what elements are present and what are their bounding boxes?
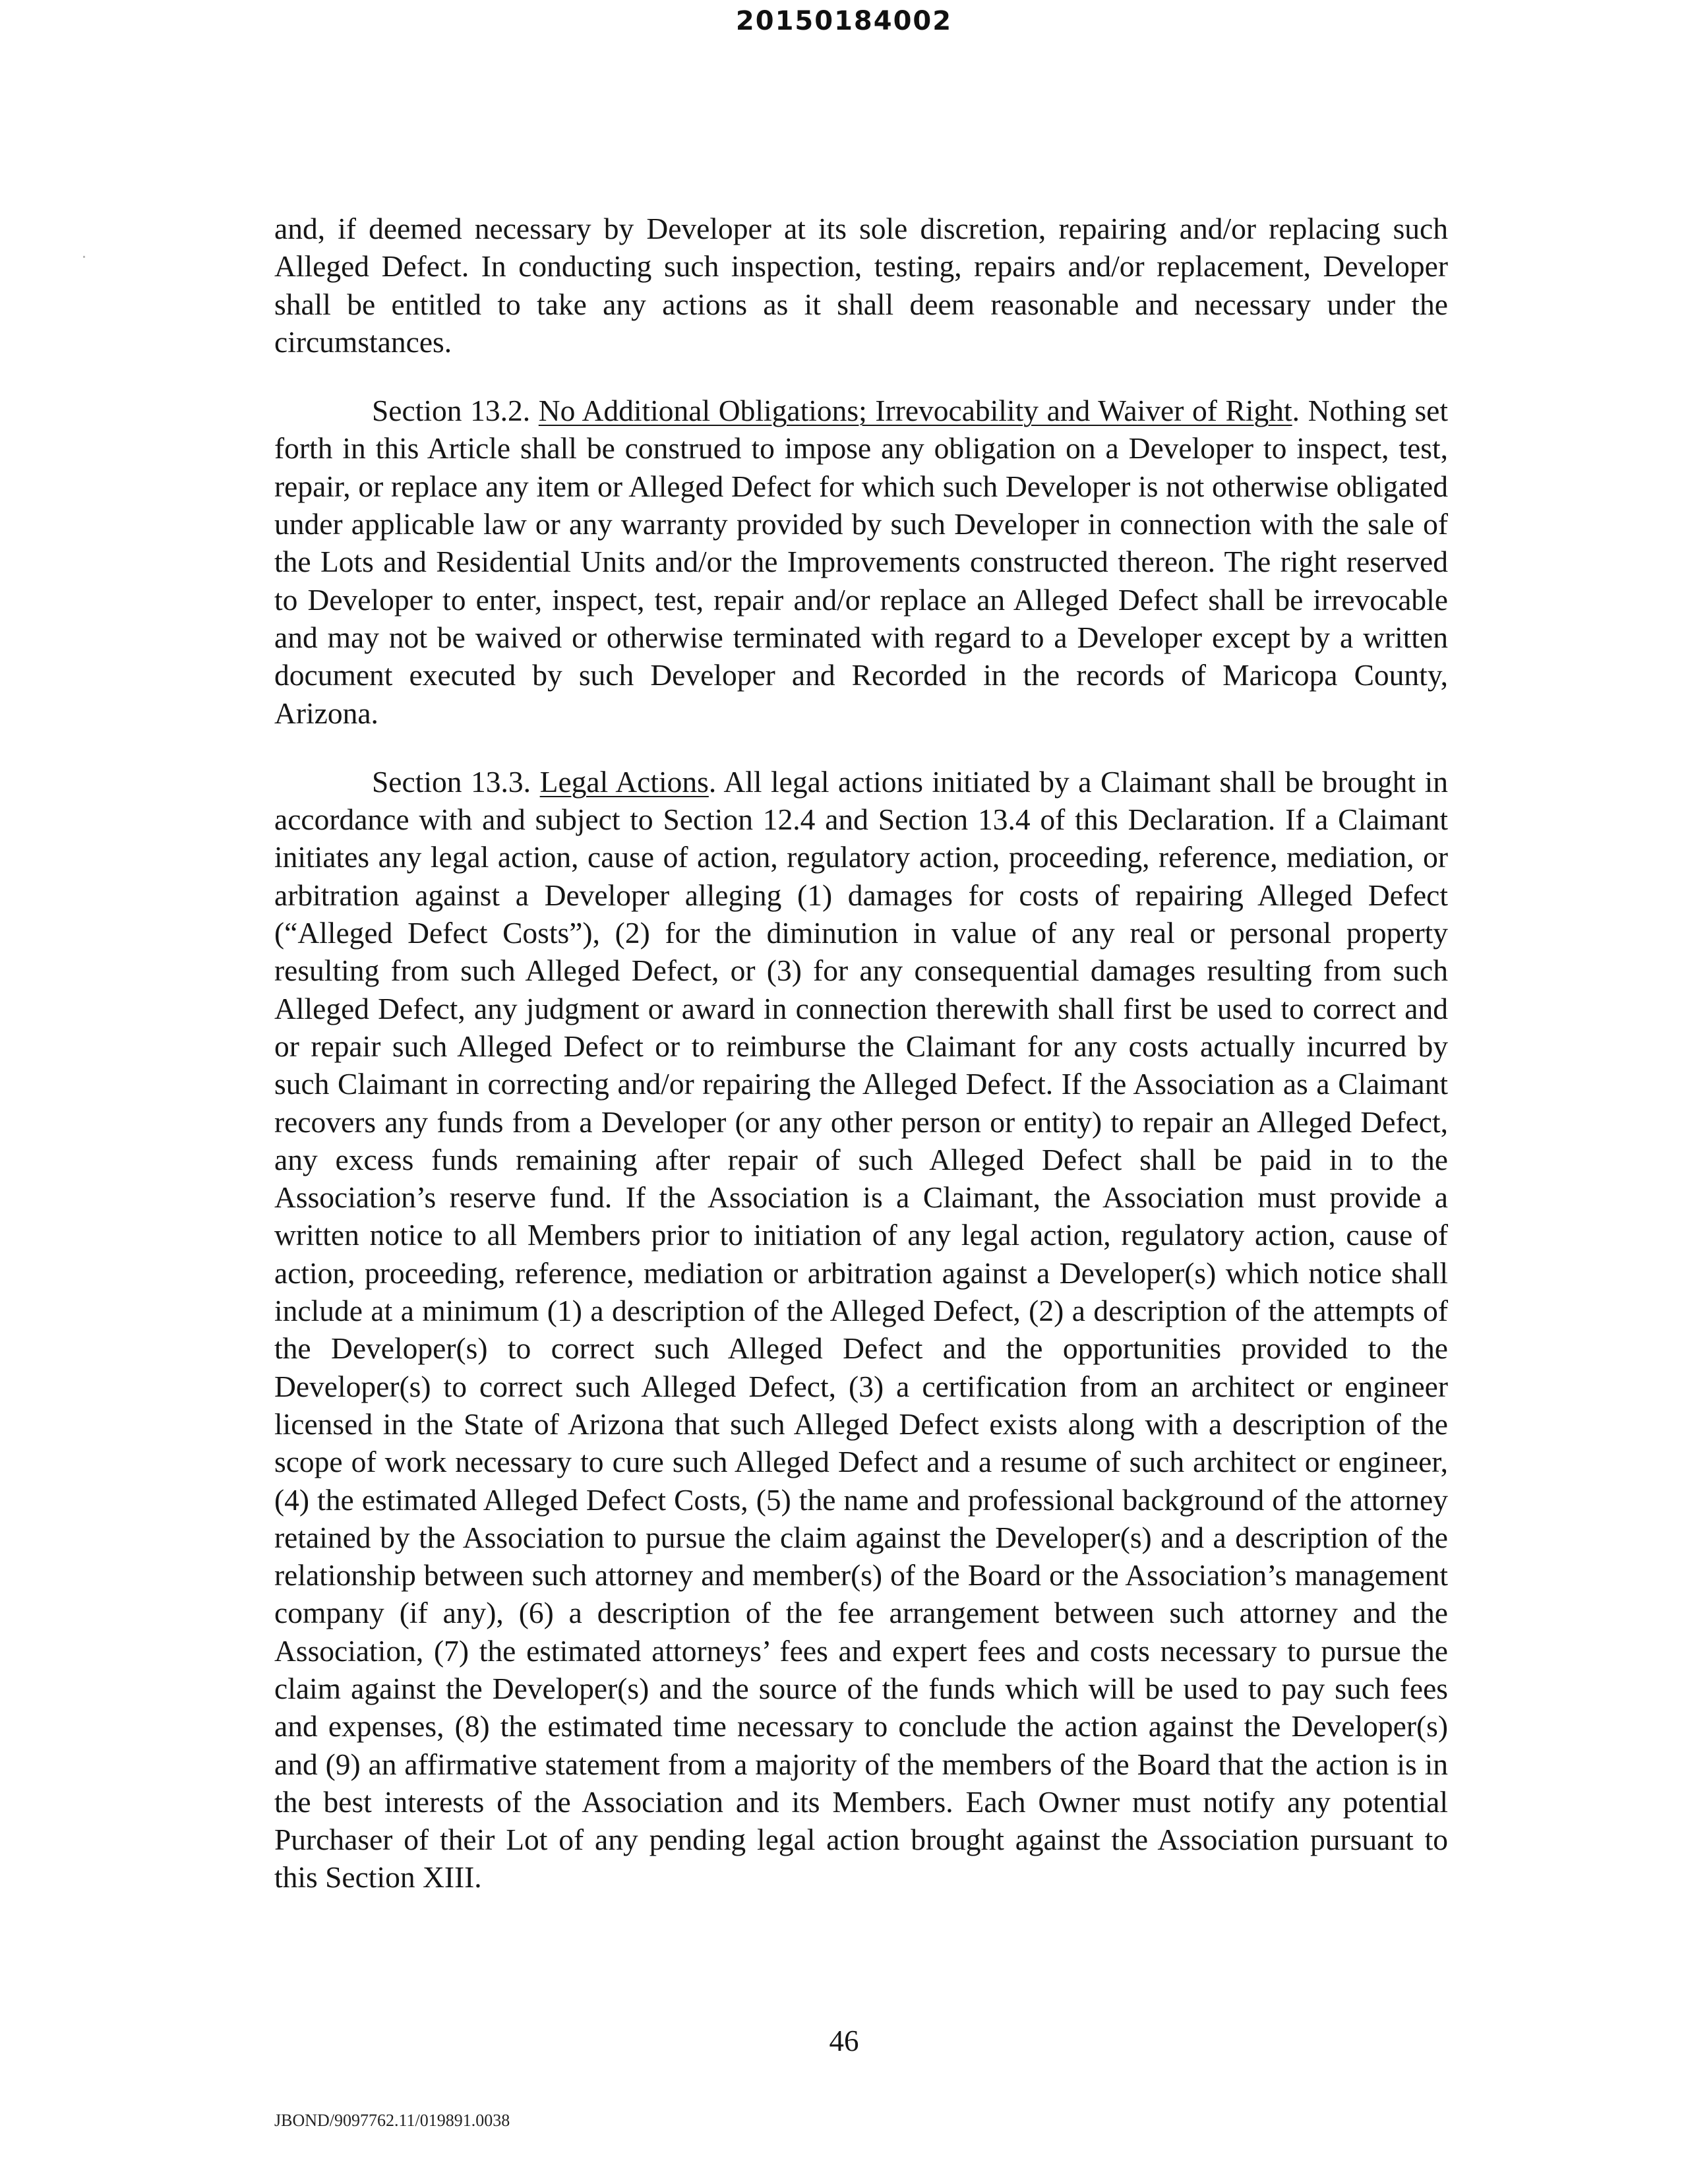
section-13-2-text: Nothing set forth in this Article shall be construed to impose any obligation on a Developer to inspect, test, repair, or replace any item or Alleged Defect for which such Developer is not otherwise obligated under applicable law or any warranty provided by such Developer in connection with the sale of the Lots and Residential Units and/or the Improvements constructed thereon. The right reserved to Developer to enter, inspect, test, repair and/or replace an Alleged Defect shall be irrevocable and may not be waived or otherwise terminated with regard to a Developer except by a written document executed by such Developer and Recorded in the records of Maricopa County, Arizona. xyxy=(274,394,1449,730)
section-13-3-text: All legal actions initiated by a Claimant shall be brought in accordance with and subject to Section 12.4 and Section 13.4 of this Declaration. If a Claimant initiates any legal action, cause of action, regulatory action, proceeding, reference, mediation, or arbitration against a Developer alleging (1) damages for costs of repairing Alleged Defect (“Alleged Defect Costs”), (2) for the diminution in value of any real or personal property resulting from such Alleged Defect, or (3) for any consequential damages resulting from such Alleged Defect, any judgment or award in connection therewith shall first be used to correct and or repair such Alleged Defect or to reimburse the Claimant for any costs actually incurred by such Claimant in correcting and/or repairing the Alleged Defect. If the Association as a Claimant recovers any funds from a Developer (or any other person or entity) to repair an Alleged Defect, any excess funds remaining after repair of such Alleged Defect shall be paid in to the Association’s reserve fund. If the Association is a Claimant, the Association must provide a written notice to all Members prior to initiation of any legal action, regulatory action, cause of action, proceeding, reference, mediation or arbitration against a Developer(s) which notice shall include at a minimum (1) a description of the Alleged Defect, (2) a description of the attempts of the Developer(s) to correct such Alleged Defect and the opportunities provided to the Developer(s) to correct such Alleged Defect, (3) a certification from an architect or engineer licensed in the State of Arizona that such Alleged Defect exists along with a description of the scope of work necessary to cure such Alleged Defect and a resume of such architect or engineer, (4) the estimated Alleged Defect Costs, (5) the name and professional background of the attorney retained by the Association to pursue the claim against the Developer(s) and a description of the relationship between such attorney and member(s) of the Board or the Association’s management company (if any), (6) a description of the fee arrangement between such attorney and the Association, (7) the estimated attorneys’ fees and expert fees and costs necessary to pursue the claim against the Developer(s) and the source of the funds which will be used to pay such fees and expenses, (8) the estimated time necessary to conclude the action against the Developer(s) and (9) an affirmative statement from a majority of the members of the Board that the action is in the best interests of the Association and its Members. Each Owner must notify any potential Purchaser of their Lot of any pending legal action brought against the Association pursuant to this Section XIII. xyxy=(274,764,1449,1895)
section-13-3 xyxy=(274,763,1448,1896)
paragraph-continued: and, if deemed necessary by Developer at its sole discretion, repairing and/or replacing such Alleged Defect. In conducting such inspection, testing, repairs and/or replacement, Developer shall be entitled to take any actions as it shall deem reasonable and necessary under the circumstances. xyxy=(274,212,1448,359)
scan-artifact xyxy=(83,256,85,258)
section-13-2-heading-period: . xyxy=(1292,394,1300,428)
section-13-2-label: Section 13.2. xyxy=(372,394,531,428)
section-13-2-heading: No Additional Obligations; Irrevocability and Waiver of Right xyxy=(538,394,1292,428)
document-body xyxy=(274,210,1448,1896)
section-13-3-label: Section 13.3. xyxy=(372,764,531,799)
document-reference: JBOND/9097762.11/019891.0038 xyxy=(274,2111,510,2130)
section-13-3-heading-period: . xyxy=(708,764,717,799)
section-13-2 xyxy=(274,392,1448,732)
recording-number: 20150184002 xyxy=(735,6,953,36)
section-13-3-heading: Legal Actions xyxy=(539,764,709,799)
page-number: 46 xyxy=(829,2024,859,2057)
